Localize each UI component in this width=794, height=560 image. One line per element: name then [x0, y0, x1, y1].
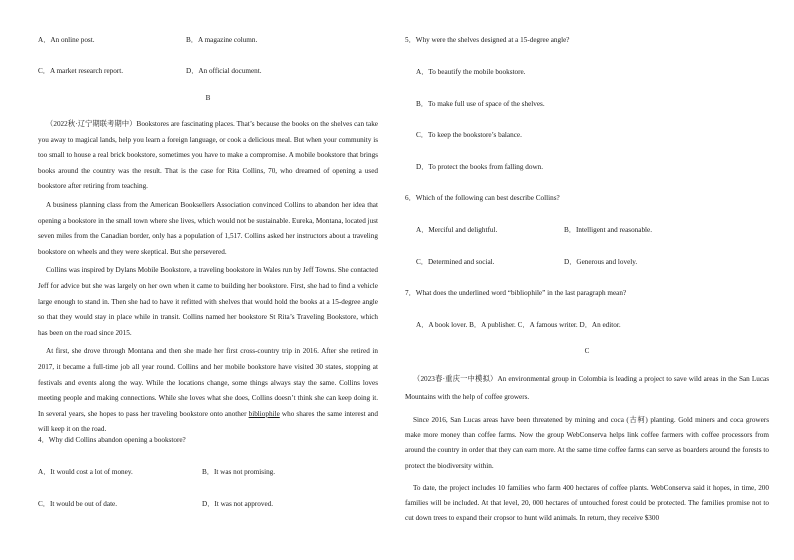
passage-b — [38, 117, 378, 438]
passage-c — [405, 370, 769, 526]
q6-option-b: B．Intelligent and reasonable. — [564, 226, 653, 234]
underlined-word-bibliophile: bibliophile — [248, 409, 280, 418]
q4-option-d: D．It was not approved. — [202, 500, 274, 508]
q5-option-b: B．To make full use of space of the shelves. — [416, 100, 545, 108]
prev-option-d: D．An official document. — [186, 67, 262, 75]
passage-b-paragraph-4 — [38, 344, 378, 438]
q5-option-a: A．To beautify the mobile bookstore. — [416, 68, 526, 76]
q5-option-d: D．To protect the books from falling down. — [416, 163, 544, 171]
section-c-heading: C — [584, 347, 590, 355]
passage-c-paragraph-3: To date, the project includes 10 families who farm 400 hectares of coffee plants. WebConserva said it hopes, in time, 200 families will be included. At that level, 20, 000 hectares of untouched forest could be protected. The families promise not to cut down trees to expand their cropsor to hunt wild animals. In return, they receive $300 — [405, 483, 769, 523]
prev-option-a: A．An online post. — [38, 36, 95, 44]
prev-option-c: C．A market research report. — [38, 67, 124, 75]
q6-option-c: C．Determined and social. — [416, 258, 495, 266]
section-b-heading: B — [205, 94, 211, 102]
paragraph-4-text-b: who shares the same interest and will keep it on the road. — [38, 409, 378, 434]
question-6: 6．Which of the following can best describe Collins? — [405, 194, 560, 202]
passage-c-paragraph-1: （2023春·重庆一中模拟）An environmental group in Colombia is leading a project to save wild areas in the San Lucas Mountains with the help of coffee growers. — [405, 375, 769, 401]
q6-option-d: D．Generous and lovely. — [564, 258, 638, 266]
q4-option-c: C．It would be out of date. — [38, 500, 118, 508]
passage-b-paragraph-2: A business planning class from the American Booksellers Association convinced Collins to abandon her idea that opening a bookstore in the small town where she lives, which would not be sustainable. Eureka, Montana, located just seven miles from the Canadian border, only has a population of 1,517. Collins asked her instructors about a traveling bookstore on wheels and they were skeptical. But she persevered. — [38, 200, 378, 256]
q6-option-a: A．Merciful and delightful. — [416, 226, 498, 234]
prev-option-b: B．A magazine column. — [186, 36, 258, 44]
paragraph-4-text-a: At first, she drove through Montana and then she made her first cross-country trip in 2016. After she retired in 2017, it became a full-time job all year round. Collins and her mobile bookstore have visited 30 states, stopping at festivals and events along the way. While the locations change, some things always stay the same. Collins loves meeting people and making connections. While she loves what she does, Collins doesn’t think she can keep doing it. In several years, she hopes to pass her traveling bookstore onto another — [38, 347, 378, 418]
q7-options: A．A book lover. B．A publisher. C．A famous writer. D．An editor. — [416, 321, 621, 329]
passage-b-paragraph-1: （2022秋·辽宁期联考期中）Bookstores are fascinating places. That’s because the books on the shelves can take you away to magical lands, help you learn a foreign language, or cook a delicious meal. But when your community is too small to house a real brick bookstore, sometimes you have to make a compromise. A mobile bookstore that brings books around the country was the result. That is the case for Rita Collins, 70, who dreamed of opening a used bookstore after retiring from teaching. — [38, 120, 378, 191]
question-5: 5．Why were the shelves designed at a 15-degree angle? — [405, 36, 570, 44]
q4-option-a: A．It would cost a lot of money. — [38, 468, 133, 476]
question-7: 7．What does the underlined word “bibliophile” in the last paragraph mean? — [405, 289, 627, 297]
q5-option-c: C．To keep the bookstore’s balance. — [416, 131, 522, 139]
passage-b-paragraph-3: Collins was inspired by Dylans Mobile Bookstore, a traveling bookstore in Wales run by Jeff Towns. She contacted Jeff for advice but she was largely on her own when it came to building her bookstore. First, she had to find a vehicle large enough to stand in. Then she had to have it refitted with shelves that would hold the books at a 15-degree angle so that they would stay in place while in transit. Collins named her bookstore St Rita’s Traveling Bookstore, which has been on the road since 2015. — [38, 266, 378, 337]
passage-c-paragraph-2: Since 2016, San Lucas areas have been threatened by mining and coca (古柯) planting. Gold miners and coca growers make more money than coffee farms. Now the group WebConserva helps link coffee farmers with coffee processors from around the country in order that they can earn more. At the same time coffee farms can serve as boarders around the forests to protect the biodiversity within. — [405, 416, 769, 470]
q4-option-b: B．It was not promising. — [202, 468, 276, 476]
question-4: 4．Why did Collins abandon opening a bookstore? — [38, 436, 186, 444]
